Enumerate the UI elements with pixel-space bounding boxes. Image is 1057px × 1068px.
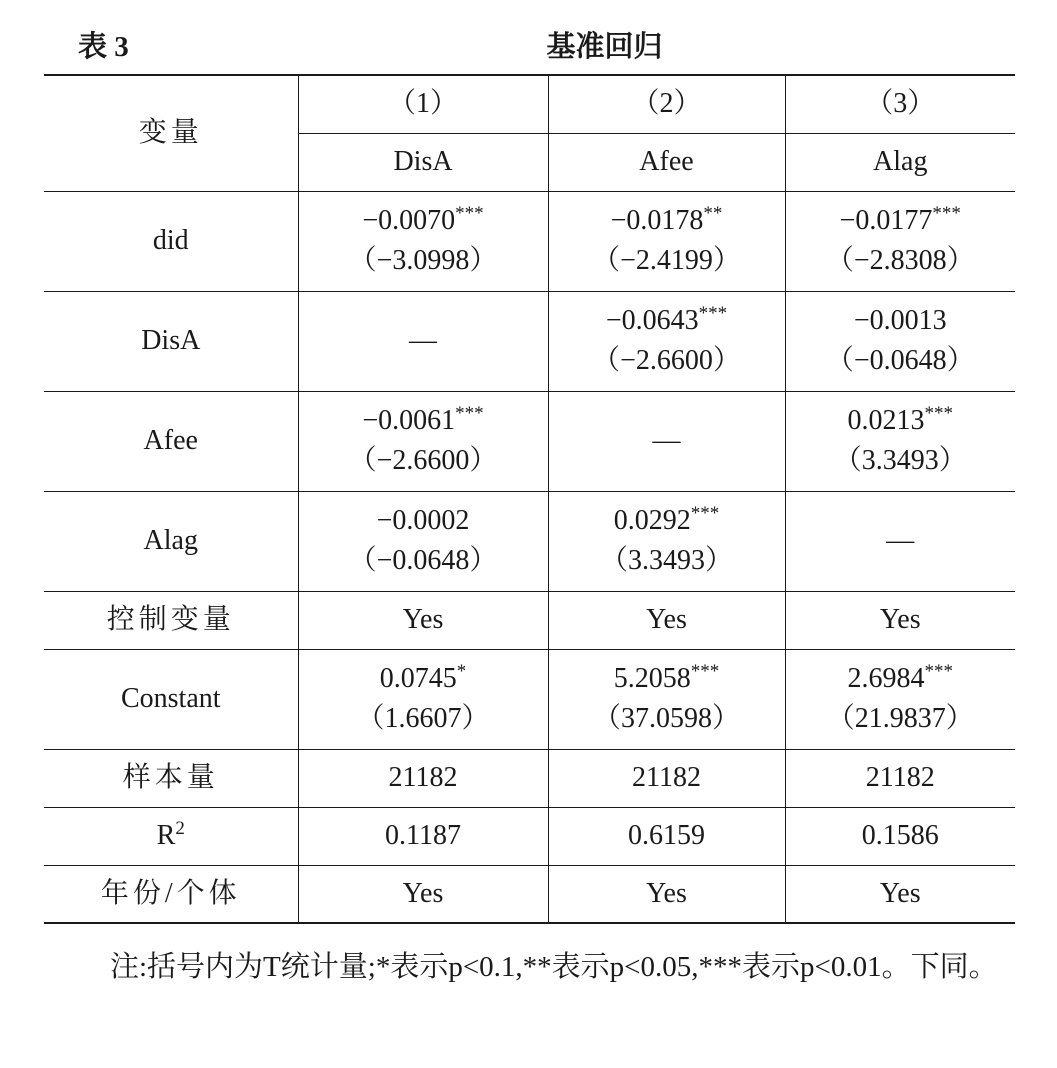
coef: −0.0178 [610,205,704,236]
row-controls [44,591,1015,649]
cell-fe-3: Yes [785,865,1015,923]
cell-disa-1 [298,291,548,391]
cell-r2-1: 0.1187 [298,807,548,865]
stars: *** [455,403,484,424]
row-alag [44,491,1015,591]
table-number: 表 3 [78,31,129,63]
cell-constant-2 [548,649,785,749]
stars: *** [690,661,720,682]
coef: 0.0745 [379,663,457,694]
t-stat: （3.3493） [833,445,967,476]
header-row-numbers [44,75,1015,133]
cell-constant-1 [298,649,548,749]
cell-did-1 [298,191,548,291]
cell-r2-2: 0.6159 [548,807,785,865]
cell-controls-2: Yes [548,591,785,649]
row-label: 年份/个体 [44,865,298,923]
t-stat: （−2.6600） [592,345,741,376]
t-stat: （21.9837） [826,703,974,734]
row-label: 样本量 [44,749,298,807]
coef: −0.0013 [853,305,947,336]
stars: * [456,661,467,682]
t-stat: （−2.8308） [825,245,975,276]
stars: *** [924,403,953,424]
cell-afee-2 [548,391,785,491]
t-stat: （−2.6600） [348,445,498,476]
coef: — [652,425,681,456]
cell-constant-3 [785,649,1015,749]
t-stat: （37.0598） [592,703,740,734]
cell-disa-2 [548,291,785,391]
coef: −0.0002 [376,505,470,536]
t-stat: （3.3493） [599,545,733,576]
cell-n-3: 21182 [785,749,1015,807]
cell-afee-1 [298,391,548,491]
r2-label: R [156,820,176,851]
cell-controls-3: Yes [785,591,1015,649]
coef: −0.0061 [362,405,456,436]
row-fixed-effects [44,865,1015,923]
row-label: Afee [44,391,298,491]
cell-controls-1: Yes [298,591,548,649]
coef: — [886,525,915,556]
cell-fe-2: Yes [548,865,785,923]
cell-did-3 [785,191,1015,291]
row-disa [44,291,1015,391]
row-label: 控制变量 [44,591,298,649]
table-note: 注:括号内为T统计量;*表示p<0.1,**表示p<0.05,***表示p<0.01。下同。 [110,951,998,983]
col-number-2: （2） [548,75,785,133]
coef: −0.0177 [839,205,933,236]
regression-table [44,74,1015,924]
r2-superscript: 2 [175,818,185,839]
stars: *** [698,303,728,324]
col-name-2: Afee [548,133,785,191]
cell-r2-3: 0.1586 [785,807,1015,865]
cell-n-1: 21182 [298,749,548,807]
coef: −0.0643 [605,305,699,336]
row-afee [44,391,1015,491]
table-header [44,18,1015,68]
cell-fe-1: Yes [298,865,548,923]
col-name-1: DisA [298,133,548,191]
row-constant [44,649,1015,749]
coef: 0.0213 [847,405,925,436]
t-stat: （−0.0648） [825,345,975,376]
cell-disa-3 [785,291,1015,391]
t-stat: （−3.0998） [348,245,498,276]
cell-n-2: 21182 [548,749,785,807]
row-label [44,807,298,865]
row-r-squared [44,807,1015,865]
table-title: 基准回归 [546,31,663,63]
col-name-3: Alag [785,133,1015,191]
coef: −0.0070 [362,205,456,236]
variable-header: 变量 [44,75,298,191]
t-stat: （−0.0648） [348,545,498,576]
row-did [44,191,1015,291]
row-label: Constant [44,649,298,749]
stars: *** [455,203,484,224]
row-label: did [44,191,298,291]
row-label: Alag [44,491,298,591]
col-number-1: （1） [298,75,548,133]
cell-alag-2 [548,491,785,591]
cell-alag-3 [785,491,1015,591]
cell-alag-1 [298,491,548,591]
stars: ** [703,203,723,224]
row-label: DisA [44,291,298,391]
coef: 0.0292 [613,505,691,536]
t-stat: （−2.4199） [592,245,741,276]
row-sample-size [44,749,1015,807]
stars: *** [690,503,720,524]
coef: 2.6984 [847,663,925,694]
coef: — [409,325,437,356]
stars: *** [932,203,961,224]
cell-did-2 [548,191,785,291]
stars: *** [924,661,953,682]
t-stat: （1.6607） [356,703,490,734]
col-number-3: （3） [785,75,1015,133]
coef: 5.2058 [613,663,691,694]
cell-afee-3 [785,391,1015,491]
